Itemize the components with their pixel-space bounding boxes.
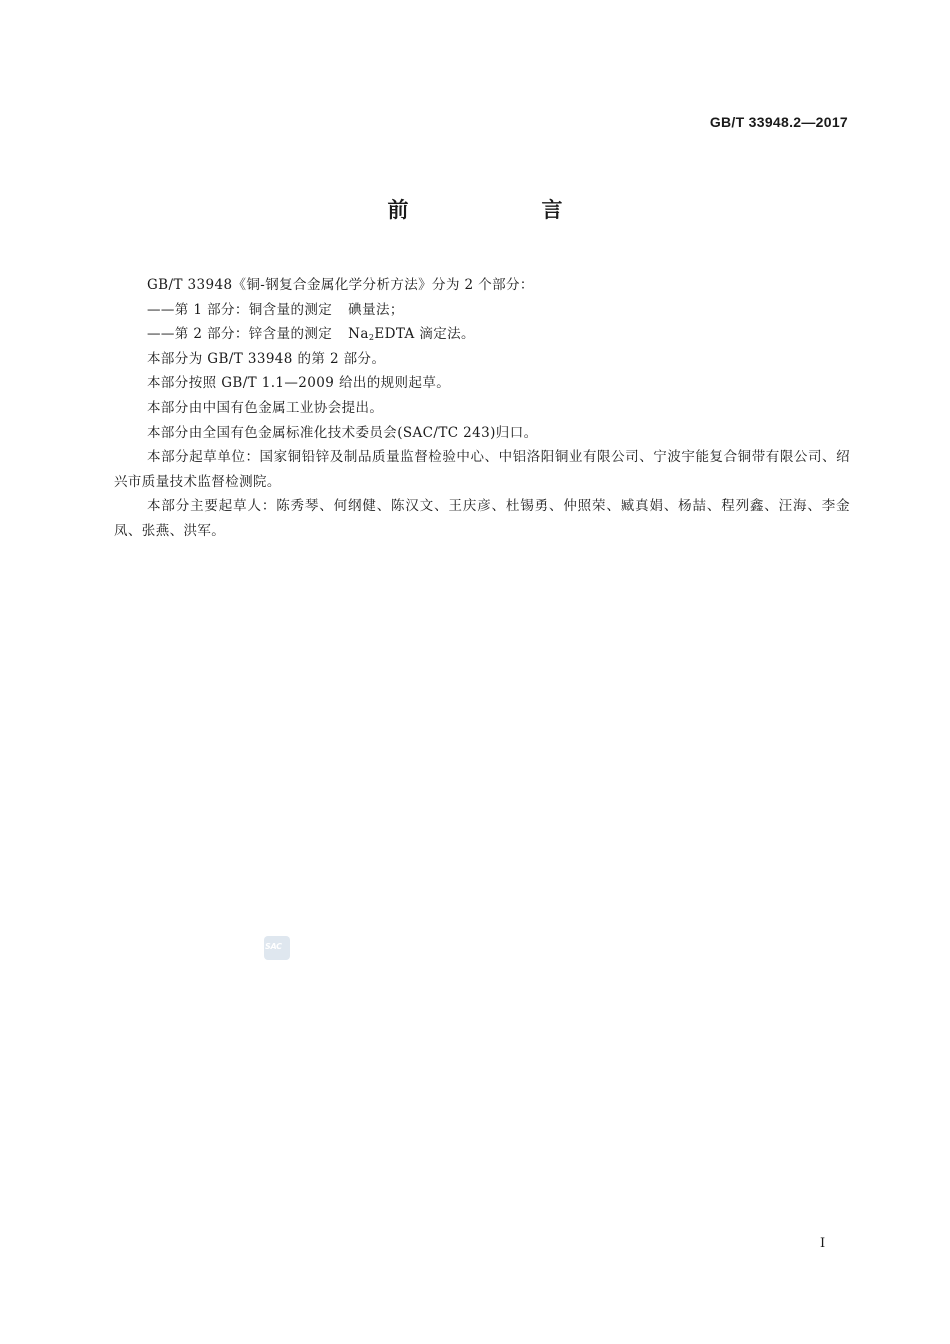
sac-watermark-text: SAC	[265, 942, 282, 951]
part-1-method: 碘量法；	[348, 301, 404, 318]
paragraph-drafting-rules: 本部分按照 GB/T 1.1—2009 给出的规则起草。	[147, 375, 451, 392]
page-title: 前 言	[387, 198, 619, 222]
standard-number: GB/T 33948.2—2017	[709, 114, 848, 130]
part-2-method: EDTA 滴定法。	[374, 326, 475, 343]
page-number: I	[820, 1236, 826, 1251]
document-body	[114, 273, 850, 544]
paragraph-part-1	[114, 298, 850, 323]
sac-watermark-logo	[264, 936, 290, 960]
paragraph-proposed-by: 本部分由中国有色金属工业协会提出。	[147, 399, 384, 416]
paragraph-this-part: 本部分为 GB/T 33948 的第 2 部分。	[147, 350, 386, 367]
paragraph-drafting-units: 本部分起草单位：国家铜铅锌及制品质量监督检验中心、中铝洛阳铜业有限公司、宁波宇能复合铜带有限公司、绍兴市质量技术监督检测院。	[114, 449, 850, 490]
part-2-label: ——第 2 部分：锌含量的测定	[147, 326, 333, 343]
paragraph-drafters: 本部分主要起草人：陈秀琴、何纲健、陈汉文、王庆彦、杜锡勇、仲照荣、臧真娟、杨喆、程列鑫、汪海、李金凤、张燕、洪军。	[114, 498, 850, 539]
paragraph-parts-intro: GB/T 33948《铜-钢复合金属化学分析方法》分为 2 个部分：	[147, 277, 534, 293]
paragraph-part-2	[114, 322, 850, 347]
part-1-label: ——第 1 部分：铜含量的测定	[147, 301, 333, 318]
part-2-na: Na	[348, 326, 369, 343]
part-2-subscript: 2	[368, 333, 375, 343]
paragraph-centralized-by: 本部分由全国有色金属标准化技术委员会(SAC/TC 243)归口。	[147, 424, 538, 441]
